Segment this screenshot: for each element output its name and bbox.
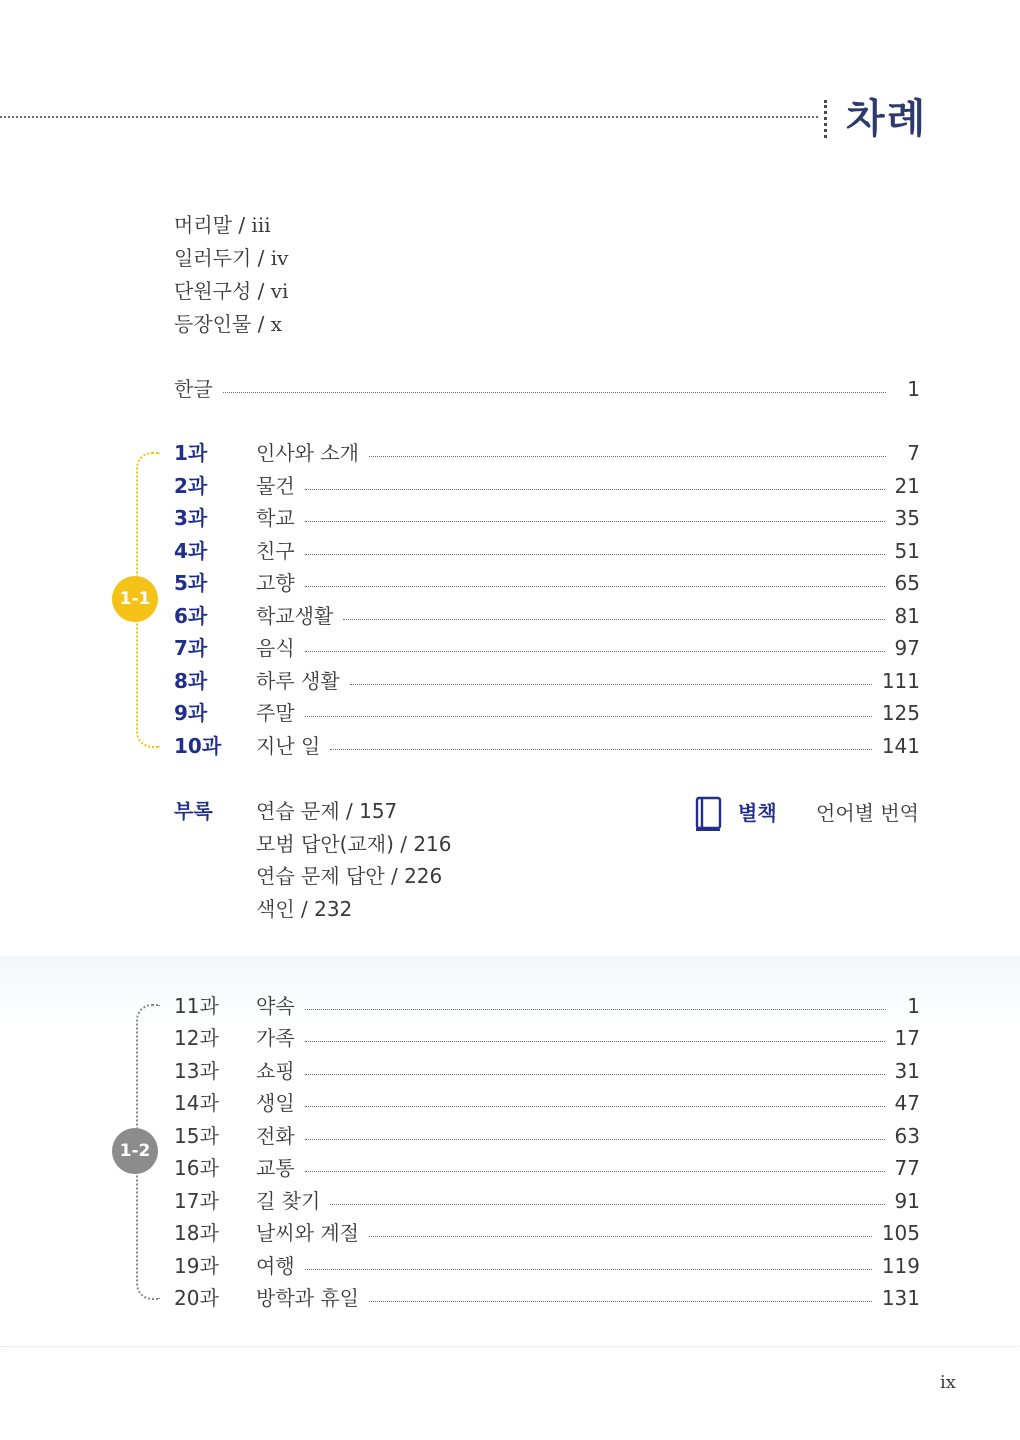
lesson-number: 5과: [174, 571, 208, 595]
lesson-page: 105: [881, 1221, 920, 1245]
lesson-title: 전화: [256, 1124, 295, 1148]
dot-leader: [305, 716, 872, 717]
lesson-page: 81: [894, 604, 920, 628]
lesson-title: 가족: [256, 1026, 295, 1050]
lesson-page: 31: [894, 1059, 920, 1083]
separate-book-text[interactable]: 언어별 번역: [816, 801, 919, 825]
footer-rule: [0, 1346, 1020, 1347]
lesson-page: 77: [894, 1156, 920, 1180]
dot-leader: [305, 1269, 872, 1270]
lesson-page: 1: [907, 994, 920, 1018]
lesson-page: 125: [881, 701, 920, 725]
toc-row-lesson[interactable]: [174, 698, 920, 728]
dot-leader: [369, 456, 886, 457]
toc-row-lesson[interactable]: [174, 471, 920, 501]
lesson-number: 2과: [174, 474, 208, 498]
toc-row-lesson[interactable]: [174, 1218, 920, 1248]
lesson-title: 주말: [256, 701, 295, 725]
dot-leader: [343, 619, 884, 620]
separate-book-label: 별책: [738, 801, 777, 825]
toc-row-lesson[interactable]: [174, 666, 920, 696]
book-icon: [694, 796, 724, 832]
lesson-number: 1과: [174, 441, 208, 465]
lesson-title: 방학과 휴일: [256, 1286, 359, 1310]
toc-row-lesson[interactable]: [174, 1121, 920, 1151]
appendix-item[interactable]: 모범 답안(교재) / 216: [256, 832, 452, 856]
lesson-title: 친구: [256, 539, 295, 563]
toc-row-lesson[interactable]: [174, 731, 920, 761]
lesson-number: 7과: [174, 636, 208, 660]
lesson-page: 63: [894, 1124, 920, 1148]
lesson-number: 19과: [174, 1254, 219, 1278]
dot-leader: [330, 749, 871, 750]
lesson-title: 학교: [256, 506, 295, 530]
page-title: 차례: [846, 96, 928, 142]
toc-row-lesson[interactable]: [174, 1023, 920, 1053]
toc-title: 한글: [174, 377, 213, 401]
dot-leader: [369, 1301, 872, 1302]
lesson-title: 고향: [256, 571, 295, 595]
dot-leader: [305, 1171, 885, 1172]
lesson-number: 6과: [174, 604, 208, 628]
lesson-page: 17: [894, 1026, 920, 1050]
front-matter-page: iv: [270, 246, 289, 270]
toc-page: 1: [907, 377, 920, 401]
lesson-number: 13과: [174, 1059, 219, 1083]
lesson-number: 9과: [174, 701, 208, 725]
toc-row-lesson[interactable]: [174, 991, 920, 1021]
lesson-title: 교통: [256, 1156, 295, 1180]
front-matter-label: 단원구성 /: [174, 279, 271, 303]
front-matter-notes[interactable]: [174, 243, 288, 273]
lesson-number: 20과: [174, 1286, 219, 1310]
toc-row-lesson[interactable]: [174, 438, 920, 468]
toc-row-lesson[interactable]: [174, 568, 920, 598]
lesson-title: 날씨와 계절: [256, 1221, 359, 1245]
toc-row-hangul[interactable]: [174, 374, 920, 404]
lesson-title: 물건: [256, 474, 295, 498]
lesson-number: 10과: [174, 734, 222, 758]
lesson-number: 4과: [174, 539, 208, 563]
appendix-item[interactable]: 연습 문제 답안 / 226: [256, 864, 443, 888]
front-matter-label: 머리말 /: [174, 213, 252, 237]
appendix-label: 부록: [174, 799, 213, 823]
lesson-title: 음식: [256, 636, 295, 660]
dot-leader: [305, 521, 885, 522]
lesson-title: 여행: [256, 1254, 295, 1278]
appendix-item[interactable]: 연습 문제 / 157: [256, 799, 398, 823]
lesson-page: 119: [881, 1254, 920, 1278]
front-matter-page: vi: [270, 279, 289, 303]
dot-leader: [305, 1009, 886, 1010]
dot-leader: [305, 1074, 885, 1075]
lesson-title: 약속: [256, 994, 295, 1018]
toc-row-lesson[interactable]: [174, 1283, 920, 1313]
dot-leader: [305, 554, 885, 555]
lesson-page: 111: [881, 669, 920, 693]
lesson-page: 7: [907, 441, 920, 465]
lesson-number: 18과: [174, 1221, 219, 1245]
lesson-title: 하루 생활: [256, 669, 340, 693]
front-matter-characters[interactable]: [174, 309, 282, 339]
lesson-title: 인사와 소개: [256, 441, 359, 465]
lesson-number: 8과: [174, 669, 208, 693]
lesson-page: 91: [894, 1189, 920, 1213]
front-matter-page: x: [270, 312, 283, 336]
volume-badge: 1-2: [112, 1128, 158, 1174]
lesson-page: 141: [881, 734, 920, 758]
toc-row-lesson[interactable]: [174, 1186, 920, 1216]
lesson-page: 21: [894, 474, 920, 498]
lesson-title: 길 찾기: [256, 1189, 321, 1213]
dot-leader: [369, 1236, 872, 1237]
toc-row-lesson[interactable]: [174, 1088, 920, 1118]
lesson-number: 15과: [174, 1124, 219, 1148]
lesson-number: 14과: [174, 1091, 219, 1115]
toc-row-lesson[interactable]: [174, 1251, 920, 1281]
toc-row-lesson[interactable]: [174, 1153, 920, 1183]
dot-leader: [305, 489, 885, 490]
front-matter-preface[interactable]: [174, 210, 271, 240]
dot-leader: [305, 1139, 885, 1140]
dot-leader: [305, 651, 885, 652]
lesson-number: 3과: [174, 506, 208, 530]
toc-row-lesson[interactable]: [174, 536, 920, 566]
lesson-number: 11과: [174, 994, 219, 1018]
lesson-page: 97: [894, 636, 920, 660]
lesson-page: 65: [894, 571, 920, 595]
front-matter-label: 등장인물 /: [174, 312, 271, 336]
toc-row-lesson[interactable]: [174, 633, 920, 663]
page-number: ix: [940, 1372, 956, 1393]
toc-row-lesson[interactable]: [174, 601, 920, 631]
lesson-number: 12과: [174, 1026, 219, 1050]
lesson-title: 생일: [256, 1091, 295, 1115]
front-matter-page: iii: [251, 213, 271, 237]
dot-leader: [223, 392, 886, 393]
lesson-title: 학교생활: [256, 604, 334, 628]
toc-row-lesson[interactable]: [174, 1056, 920, 1086]
lesson-title: 지난 일: [256, 734, 321, 758]
title-dotted-divider: [824, 100, 827, 138]
front-matter-unit-structure[interactable]: [174, 276, 288, 306]
appendix-item[interactable]: 색인 / 232: [256, 897, 353, 921]
dot-leader: [350, 684, 872, 685]
lesson-number: 16과: [174, 1156, 219, 1180]
header-dotted-rule: [0, 116, 818, 118]
lesson-title: 쇼핑: [256, 1059, 295, 1083]
volume-badge: 1-1: [112, 576, 158, 622]
dot-leader: [305, 1106, 885, 1107]
dot-leader: [305, 586, 885, 587]
lesson-page: 51: [894, 539, 920, 563]
dot-leader: [305, 1041, 885, 1042]
dot-leader: [330, 1204, 884, 1205]
lesson-page: 35: [894, 506, 920, 530]
toc-row-lesson[interactable]: [174, 503, 920, 533]
lesson-number: 17과: [174, 1189, 219, 1213]
lesson-page: 131: [881, 1286, 920, 1310]
lesson-page: 47: [894, 1091, 920, 1115]
front-matter-label: 일러두기 /: [174, 246, 271, 270]
